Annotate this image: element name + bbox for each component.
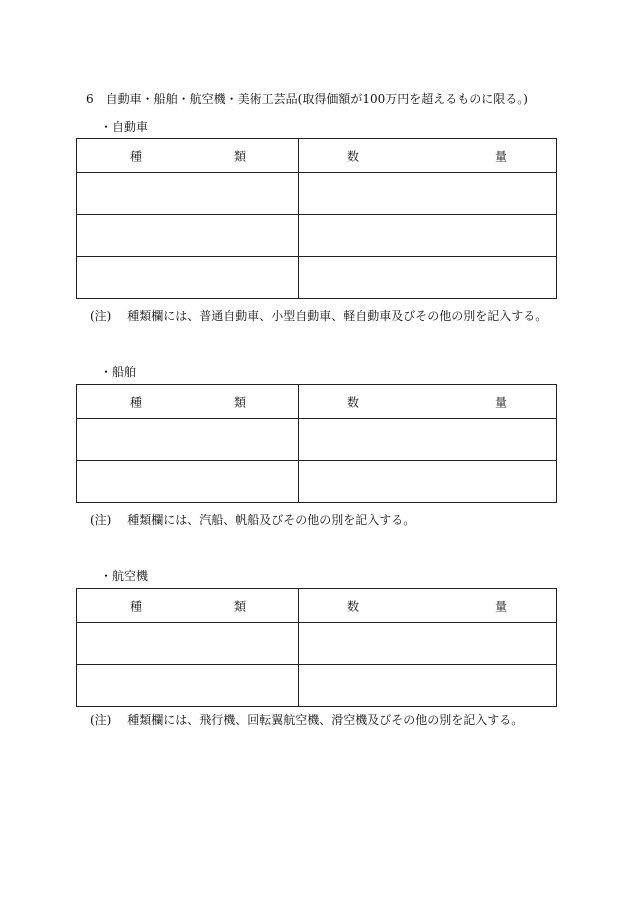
table-title-aircraft: ・航空機: [100, 569, 149, 583]
kind-cell[interactable]: [77, 461, 299, 503]
table-header-row: [77, 139, 557, 173]
qty-header-char-2: 量: [495, 395, 508, 409]
quantity-column-header: [299, 385, 557, 419]
quantity-cell[interactable]: [299, 665, 557, 707]
kind-header-char-2: 類: [234, 149, 247, 163]
qty-header-char-1: 数: [347, 599, 360, 613]
table-row: [77, 419, 557, 461]
table-row: [77, 623, 557, 665]
quantity-cell[interactable]: [299, 257, 557, 299]
kind-cell[interactable]: [77, 173, 299, 215]
aircraft-table: [76, 588, 557, 707]
quantity-column-header: [299, 139, 557, 173]
kind-cell[interactable]: [77, 257, 299, 299]
note-ship: [90, 511, 415, 528]
kind-header-char-1: 種: [130, 395, 143, 409]
table-row: [77, 665, 557, 707]
section-heading: 6 自動車・船舶・航空機・美術工芸品(取得価額が100万円を超えるものに限る。): [86, 92, 528, 106]
quantity-cell[interactable]: [299, 215, 557, 257]
qty-header-char-2: 量: [495, 149, 508, 163]
kind-header-char-2: 類: [234, 395, 247, 409]
note-label: (注): [90, 513, 112, 527]
kind-cell[interactable]: [77, 623, 299, 665]
note-label: (注): [90, 309, 112, 323]
table-title-automobile: ・自動車: [100, 120, 149, 134]
quantity-cell[interactable]: [299, 461, 557, 503]
table-row: [77, 461, 557, 503]
kind-cell[interactable]: [77, 419, 299, 461]
table-header-row: [77, 385, 557, 419]
kind-column-header: [77, 589, 299, 623]
qty-header-char-1: 数: [347, 149, 360, 163]
quantity-column-header: [299, 589, 557, 623]
note-text: 種類欄には、普通自動車、小型自動車、軽自動車及びその他の別を記入する。: [127, 309, 548, 323]
table-header-row: [77, 589, 557, 623]
kind-cell[interactable]: [77, 215, 299, 257]
kind-header-char-1: 種: [130, 149, 143, 163]
kind-column-header: [77, 385, 299, 419]
table-row: [77, 257, 557, 299]
note-text: 種類欄には、汽船、帆船及びその他の別を記入する。: [127, 513, 416, 527]
note-aircraft: [90, 711, 523, 728]
note-automobile: [90, 307, 547, 324]
kind-cell[interactable]: [77, 665, 299, 707]
kind-header-char-1: 種: [130, 599, 143, 613]
qty-header-char-1: 数: [347, 395, 360, 409]
table-row: [77, 215, 557, 257]
quantity-cell[interactable]: [299, 623, 557, 665]
note-text: 種類欄には、飛行機、回転翼航空機、滑空機及びその他の別を記入する。: [127, 713, 524, 727]
table-row: [77, 173, 557, 215]
kind-column-header: [77, 139, 299, 173]
kind-header-char-2: 類: [234, 599, 247, 613]
quantity-cell[interactable]: [299, 173, 557, 215]
note-label: (注): [90, 713, 112, 727]
table-title-ship: ・船舶: [100, 365, 137, 379]
qty-header-char-2: 量: [495, 599, 508, 613]
ship-table: [76, 384, 557, 503]
quantity-cell[interactable]: [299, 419, 557, 461]
automobile-table: [76, 138, 557, 299]
